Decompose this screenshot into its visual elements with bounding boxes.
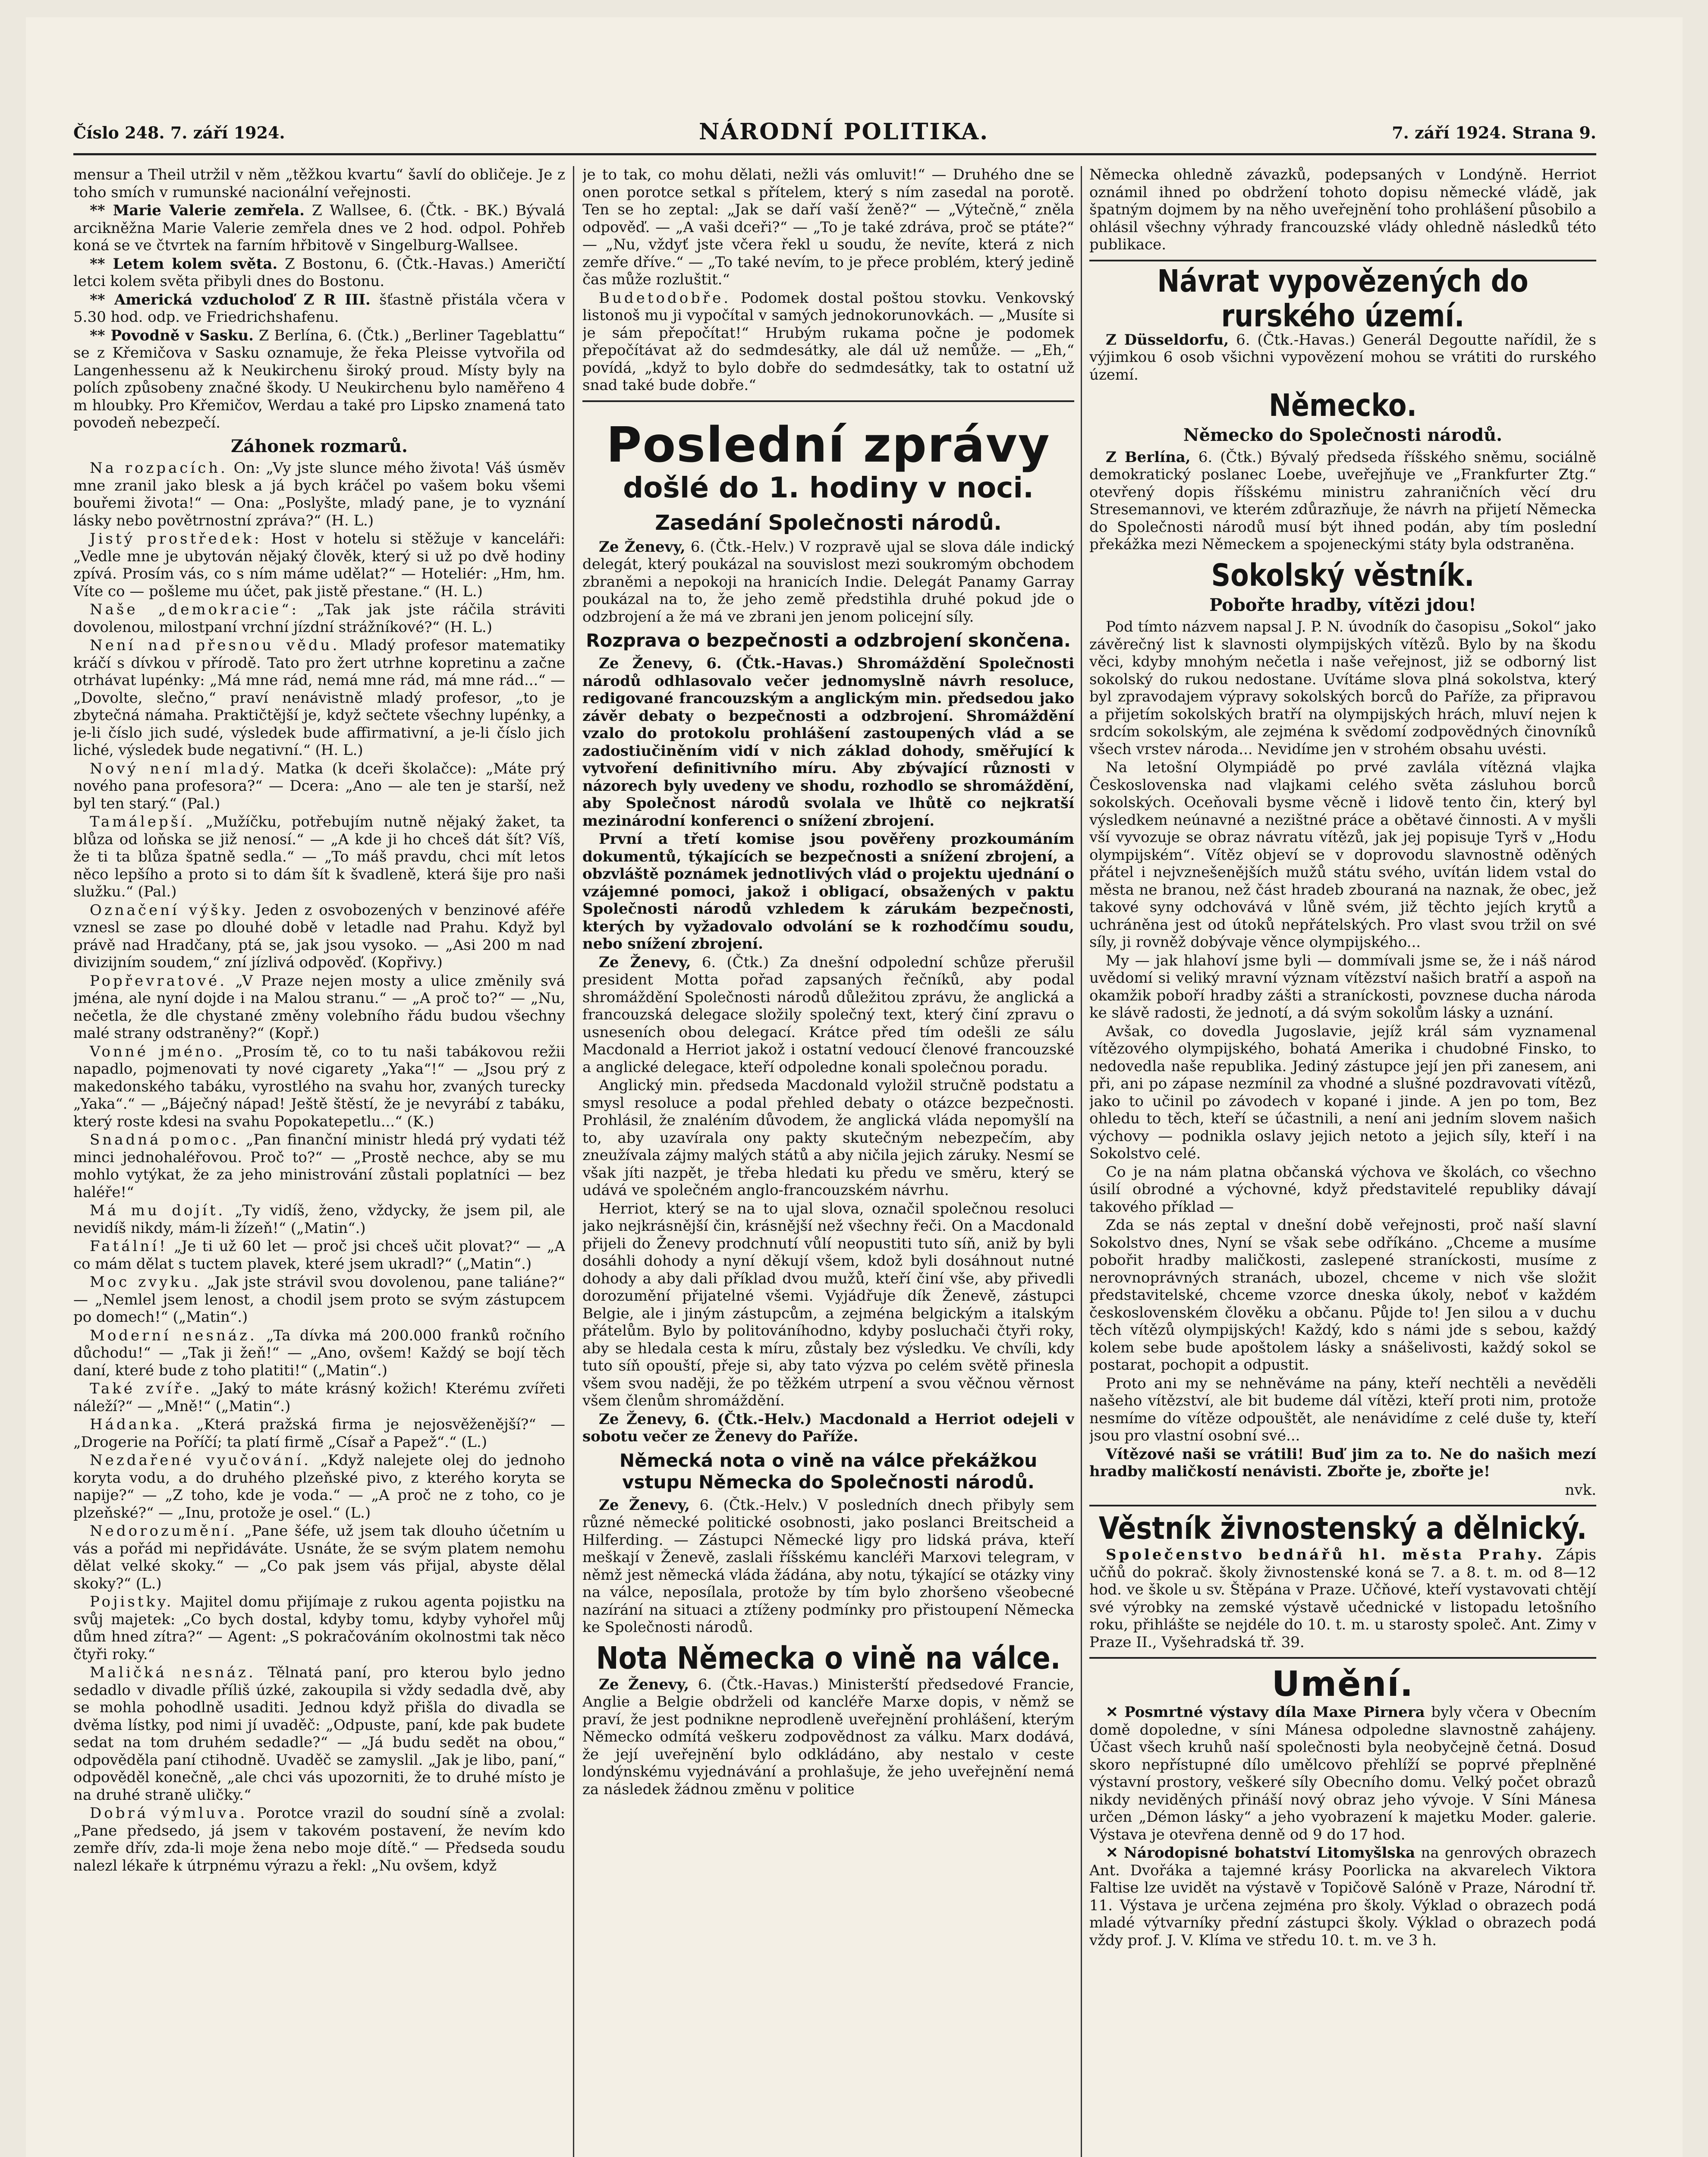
section-heading: Německo. xyxy=(1268,387,1417,424)
article-paragraph: Proto ani my se nehněváme na pány, kteří nechtěli a nevěděli našeho vítězství, ale bit budeme dál vítězi, kteří proti nim, protože nesmíme do vítěze odpouštět, ale nenávidíme z celé duše ty, kteří jsou pro vlastní osobní své... xyxy=(1089,1374,1596,1444)
article-paragraph: Vítězové naši se vrátili! Buď jim za to. Ne do našich mezí hradby maličkostí nenávisti. Zbořte je, zbořte je! xyxy=(1089,1445,1596,1480)
news-item: Ze Ženevy, 6. (Čtk.-Helv.) V posledních dnech přibyly sem různé německé politické osobnosti, jako poslanci Breitscheid a Hilferding. — Zástupci Německé ligy pro lidská práva, kteří meškají v Ženevě, zaslali říšskému kancléři Marxovi telegram, v němž jest německá vláda žádána, aby notu, týkající se otázky viny na válce, neposílala, protože by tím bylo zhoršeno všeobecné nazírání na situaci a ztíženy podmínky pro přistoupení Německa ke Společnosti národů. xyxy=(582,1496,1074,1636)
news-item: Ze Ženevy, 6. (Čtk.-Havas.) Shromáždění Společnosti národů odhlasovalo večer jednomyslně návrh resoluce, redigované francouzským a anglickým min. předsedou jako závěr debaty o bezpečnosti a odzbrojení. Shromáždění vzalo do protokolu prohlášení zastoupených vlád a se zadostiučiněním vidí v nich základ dohody, směřující k vytvoření definitivního míru. Aby zbývající různosti v názorech byly uvedeny ve shodu, rozhodlo se shromáždění, aby Společnost národů svolala ve lhůtě co nejkratší mezinárodní konferenci o snížení zbrojení. xyxy=(582,655,1074,830)
section-heading: Umění. xyxy=(1271,1664,1414,1704)
section-divider xyxy=(1089,1657,1596,1659)
article-headline: Návrat vypovězených do rurského území. xyxy=(1157,262,1529,334)
news-item: ** Marie Valerie zemřela. Z Wallsee, 6. (Čtk. - BK.) Bývalá arcikněžna Marie Valerie zemřela dnes ve 2 hod. odpol. Pohřeb koná se ve čtvrtek na farním hřbitově v Singelburg-Wallsee. xyxy=(73,202,565,254)
article-paragraph: Pod tímto názvem napsal J. P. N. úvodník do časopisu „Sokol“ jako závěrečný list k slavnosti olympijských vítězů. Bylo by na škodu věci, kdyby mnohým nečetla i naše veřejnost, již se odborný list sokolský do rukou nedostane. Uvítáme slova plná sokolstva, který byl zpravodajem výpravy sokolských borců do Paříže, za připravou a přijetím sokolských bratří na olympijských hrách, mluví nejen k srdcím sokolským, ale zejména k svědomí zodpovědných činovníků všech vrstev národa... Nevidíme jen v strohém obsahu uvésti. xyxy=(1089,618,1596,758)
joke-item: Není nad přesnou vědu. Mladý profesor matematiky kráčí s dívkou v přírodě. Tato pro žert utrhne kopretinu a začne otrhávat lupénky: „Má mne rád, nemá mne rád, má mne rád...“ — „Dovolte, slečno,“ praví nenávistně mladý profesor, „to je zbytečná námaha. Praktičtější je, když sečtete všechny lupénky, a je-li číslo jich sudé, výsledek bude affirmativní, a je-li číslo jich liché, výsledek bude negativní.“ (H. L.) xyxy=(73,637,565,759)
joke-item: Má mu dojít. „Ty vidíš, ženo, vždycky, že jsem pil, ale nevidíš nikdy, mám-li žízeň!“ („Matin“.) xyxy=(73,1202,565,1237)
article-headline: Rozprava o bezpečnosti a odzbrojení skončena. xyxy=(586,630,1071,651)
joke-item: Naše „demokracie“: „Tak jak jste ráčila stráviti dovolenou, milostpaní vrchní jízdní strážníkové?“ (H. L.) xyxy=(73,601,565,636)
news-item: Z Düsseldorfu, 6. (Čtk.-Havas.) Generál Degoutte nařídil, že s výjimkou 6 osob všichni vypovězení mohou se vrátiti do rurského území. xyxy=(1089,331,1596,384)
joke-item: Dobrá výmluva. Porotce vrazil do soudní síně a zvolal: „Pane předsedo, já jsem v takovém postavení, že nevím kdo zemře dřív, zda-li moje žena nebo moje dítě.“ — Předseda soudu nalezl lékaře k útrpnému výrazu a řekl: „Nu ovšem, když xyxy=(73,1805,565,1874)
article-continued: Německa ohledně závazků, podepsaných v Londýně. Herriot oznámil ihned po obdržení tohoto dopisu německé vládě, jak špatným dojmem by na něho uveřejnění toho prohlášení působilo a ohlásil všechny výhrady francouzské vlády ohledně následků této publikace. xyxy=(1089,166,1596,253)
joke-item: Nedorozumění. „Pane šéfe, už jsem tak dlouho účetním u vás a pořád mi nepřidáváte. Usnáte, že se svým platem nemohu dělat velké skoky.“ — „Co pak jsem vás přijal, abyste dělal skoky?“ (L.) xyxy=(73,1522,565,1592)
latest-news-subheadline: došlé do 1. hodiny v noci. xyxy=(623,471,1034,504)
news-item: ** Letem kolem světa. Z Bostonu, 6. (Čtk.-Havas.) Američtí letci kolem světa přibyli dnes do Bostonu. xyxy=(73,255,565,290)
joke-item: Budetodobře. Podomek dostal poštou stovku. Venkovský listonoš mu ji vypočítal v samých jednokorunovkách. — „Musíte si je sám přepočítat!“ Hrubým rukama počne je podomek přepočítávat až do sedmdesátky, ale dál už nemůže. — „Eh,“ povídá, „když to bylo dobře do sedmdesátky, tak to ostatní už snad také bude dobře.“ xyxy=(582,289,1074,394)
article-paragraph: Na letošní Olympiádě po prvé zavlála vítězná vlajka Československa nad vlajkami celého světa zásluhou borců sokolských. Oceňovali bysme věcně i lidově tento čin, který byl výsledkem neúnavné a nezištné práce a obětavé činnosti. A v myšli vší vyvozuje se obraz návratu vítězů, jak jej popisuje Tyrš v „Hodu olympijském“. Vítěz objeví se v doprovodu slavnostně oděných přátel i nejvznešenějších mužů státu svého, uvítán lidem vstal do města ne branou, než část hradeb zbouraná na naznak, že obec, jež takové syny odchovává v lůně svém, již těchto jejích krytů a uchráněna jest od útoků nepřátelských. Pro vlast svou tržil on své síly, ji rovněž dobývaje věnce olympijského... xyxy=(1089,759,1596,951)
latest-news-headline: Poslední zprávy xyxy=(606,417,1051,473)
news-item: Anglický min. předseda Macdonald vyložil stručně podstatu a smysl resoluce a podal přehled debaty o otázce bezpečnosti. Prohlásil, že znaléním důvodem, že anglická vláda nepomyšlí na to, aby uzavírala ony pakty skutečným nebezpečím, aby zneužívala zájmy malých států a aby ničila jejich záruky. Nesmí se však jíti nazpět, je třeba hledati ku předu ve směru, který se udává ve společném anglo-francouzském návrhu. xyxy=(582,1077,1074,1199)
section-divider xyxy=(582,400,1074,402)
article-headline: Nota Německa o vině na válce. xyxy=(596,1639,1061,1676)
news-item: Ze Ženevy, 6. (Čtk.-Helv.) V rozpravě ujal se slova dále indický delegát, který poukázal na souvislost mezi soukromým obchodem zbraněmi a nepokoji na hranicích Indie. Delegát Panamy Garray poukázal na to, že jeho země předstihla druhé pokud jde o odzbrojení a že má ve zbrani jen jenom policejní síly. xyxy=(582,538,1074,626)
article-paragraph: My — jak hlahoví jsme byli — dommívali jsme se, že i náš národ uvědomí si veliký mravní význam vítězství našich bratří a aspoň na okamžik poboří hradby zášti a straníckosti, povznese ducha národa ke slávě radosti, že jednotí, a dá svým sokolům lásky a uznání. xyxy=(1089,952,1596,1022)
joke-item: Pojistky. Majitel domu přijímaje z rukou agenta pojistku na svůj majetek: „Co bych dostal, kdyby tomu, kdyby vyhořel můj dům hned zítra?“ — Agent: „S pokračováním okolnostmi tak něco čtyři roky.“ xyxy=(73,1593,565,1663)
article-paragraph: Co je na nám platna občanská výchova ve školách, co všechno úsilí obrodné a výchovné, když představitelé republiky dávají takového příklad — xyxy=(1089,1163,1596,1216)
article-paragraph: Zda se nás zeptal v dnešní době veřejnosti, proč naší slavní Sokolstvo dnes, Nyní se však sebe odříkáno. „Chceme a musíme pobořit hradby maličkosti, zaslepené straníckosti, musíme z nerovnoprávných stranách, ubozel, chceme v nich vše složit představitelské, chceme vzorce dneska úkoly, neboť v každém československém člověku a občanu. Půjde to! Jen silou a v duchu těch vítězů olympijských! Každý, kdo s námi jde s sebou, každý kolem sebe bude apoštolem lásky a snášelivosti, každý sokol se postarat, pochopit a odpustit. xyxy=(1089,1217,1596,1374)
news-item: ✕ Posmrtné výstavy díla Maxe Pirnera byly včera v Obecním domě dopoledne, v síni Mánesa odpoledne slavnostně zahájeny. Účast všech kruhů naší společnosti byla neobyčejně četná. Dosud skoro nepřístupné dílo umělcovo přehlíží se poprvé přeplněné výstavní prostory, veškeré síly Obecního domu. Velký počet obrazů nikdy neviděných přináší nový obraz jeho vývoje. V Síni Mánesa určen „Démon lásky“ a jeho vyobrazení k majetku Moder. galerie. Výstava je otevřena denně od 9 do 17 hod. xyxy=(1089,1704,1596,1843)
article-headline: Německá nota o vině na válce překážkou vstupu Německa do Společnosti národů. xyxy=(619,1450,1038,1493)
cross-mark-icon: ✕ xyxy=(1106,1844,1118,1861)
joke-item: Fatální! „Je ti už 60 let — proč jsi chceš učit plovat?“ — „A co mám dělat s tuctem plavek, které jsem ukradl?“ („Matin“.) xyxy=(73,1238,565,1273)
column-divider-2 xyxy=(1081,166,1082,2157)
news-item: Ze Ženevy, 6. (Čtk.-Helv.) Macdonald a Herriot odejeli v sobotu večer ze Ženevy do Paříže. xyxy=(582,1410,1074,1445)
section-divider xyxy=(1089,1505,1596,1506)
joke-item: Na rozpacích. On: „Vy jste slunce mého života! Váš úsměv mne zranil jako blesk a já bych kráčel po vašem boku všemi bouřemi života!“ — Ona: „Poslyšte, mladý pane, je to vyznání lásky nebo povětrnostní zpráva?“ (H. L.) xyxy=(73,459,565,529)
article-headline: Zasedání Společnosti národů. xyxy=(655,510,1002,535)
column-divider-1 xyxy=(573,166,574,2157)
column-1 xyxy=(73,166,565,2157)
news-item: ** Povodně v Sasku. Z Berlína, 6. (Čtk.) „Berliner Tageblattu“ se z Křemičova v Sasku oznamuje, že řeka Pleisse vytvořila od Langenhessenu až k Neukirchenu široký proud. Místy byly na polích způsobeny značné škody. U Neukirchenu bylo naměřeno 4 m hloubky. Pro Křemičov, Werdau a také pro Lipsko znamená tato povodeň nebezpečí. xyxy=(73,327,565,431)
joke-item: Moderní nesnáz. „Ta dívka má 200.000 franků ročního důchodu!“ — „Tak ji žeň!“ — „Ano, ovšem! Každý se bojí těch daní, které bude z toho platiti!“ („Matin“.) xyxy=(73,1327,565,1379)
joke-item: Maličká nesnáz. Tělnatá paní, pro kterou bylo jedno sedadlo v divadle příliš úzké, zakoupila si vždy sedadla dvě, aby se mohla pohodlně usaditi. Jednou když přišla do divadla se dvěma lístky, pod nimi jí uvaděč: „Odpuste, paní, kde pak budete sedat na tom druhém sedadle?“ — „Já budu sedět na obou,“ odpověděla paní ctihodně. Uvaděč se zamyslil. „Jak je libo, paní,“ odpověděl konečně, „ale chci vás upozorniti, že to druhé místo je na druhé straně uličky.“ xyxy=(73,1664,565,1804)
joke-item: Snadná pomoc. „Pan finanční ministr hledá prý vydati též minci jednohaléřovou. Proč to?“ — „Prostě nechce, aby se mu mohlo vytýkat, že za jeho ministrování zůstali poplatníci — bez haléře!“ xyxy=(73,1131,565,1201)
newspaper-title: NÁRODNÍ POLITIKA. xyxy=(699,119,989,145)
news-item: Ze Ženevy, 6. (Čtk.) Za dnešní odpolední schůze přerušil president Motta pořad zapsaných řečníků, aby podal shromáždění Společnosti národů důležitou zprávu, že anglická a francouzská delegace složily společný text, který činí zpravu o usneseních obou delegací. Krátce před tím odešli ze sálu Macdonald a Herriot jakož i ostatní vedoucí členové francouzské a anglické delegace, kteří odpoledne konali společnou poradu. xyxy=(582,953,1074,1076)
section-heading: Záhonek rozmarů. xyxy=(231,436,408,456)
column-2 xyxy=(582,166,1074,2157)
joke-item: Nový není mladý. Matka (k dceři školačce): „Máte prý nového pana profesora?“ — Dcera: „Ano — ale ten je starší, než byl ten starý.“ (Pal.) xyxy=(73,760,565,812)
joke-item: Vonné jméno. „Prosím tě, co to tu naši tabákovou režii napadlo, pojmenovati ty nové cigarety „Yaka“!“ — „Jsou prý z makedonského tabáku, vyrostlého na svahu hor, zvaných turecky „Yaka“.“ — „Báječný nápad! Ještě štěstí, že je nevyrábí z tabáku, který roste kdesi na svahu Popokatepetlu...“ (K.) xyxy=(73,1043,565,1130)
date-page-number: 7. září 1924. Strana 9. xyxy=(1392,123,1596,142)
joke-continued: je to tak, co mohu dělati, nežli vás omluvit!“ — Druhého dne se onen porotce setkal s přítelem, který s ním zasedal na porotě. Ten se ho zeptal: „Jak se daří vaší ženě?“ — „Výtečně,“ zněla odpověď. — „A vaši dceři?“ — „To je také zdráva, proč se ptáte?“ — „Nu, vždyť jste včera řekl u soudu, že nevíte, která z nich zemře dříve.“ — „To také nevím, to je přece problém, který jedině čas může rozluštit.“ xyxy=(582,166,1074,288)
news-item: ✕ Národopisné bohatství Litomyšlska na genrových obrazech Ant. Dvořáka a tajemné krásy Poorlicka na akvarelech Viktora Faltise lze uvidět na výstavě v Topičově Salóně v Praze, Národní tř. 11. Výstava je určena zejména pro školy. Výklad o obrazech podá mladé výtvarníky přední zástupci školy. Výklad o obrazech podá vždy prof. J. V. Klíma ve středu 10. t. m. ve 3 h. xyxy=(1089,1844,1596,1949)
issue-number-date: Číslo 248. 7. září 1924. xyxy=(73,123,285,142)
section-heading: Věstník živnostenský a dělnický. xyxy=(1098,1510,1587,1547)
column-3 xyxy=(1089,166,1596,2157)
article-continued: mensur a Theil utržil v něm „těžkou kvartu“ šavlí do obličeje. Je z toho smích v rumunské nacionální veřejnosti. xyxy=(73,166,565,201)
article-headline: Německo do Společnosti národů. xyxy=(1183,425,1503,445)
joke-item: Také zvíře. „Jaký to máte krásný kožich! Kterému zvířeti náleží?“ — „Mně!“ („Matin“.) xyxy=(73,1380,565,1415)
news-item: První a třetí komise jsou pověřeny prozkoumáním dokumentů, týkajících se bezpečnosti a snížení zbrojení, a obzvláště poznámek jednotlivých vlád o projektu ujednání o vzájemné pomoci, jakož i obligací, obsažených v paktu Společnosti národů vzhledem k zárukám bezpečnosti, kterých by vyžadovalo odvolání se k rozhodčímu soudu, nebo snížení zbrojení. xyxy=(582,830,1074,953)
joke-item: Tamálepší. „Mužíčku, potřebujím nutně nějaký žaket, ta blůza od loňska se již nenosí.“ — „A kde ji ho chceš dát šít? Víš, že ti ta blůza špatně sedla.“ — „To máš pravdu, chci mít letos něco lepšího a proto si to dám šít k švadleně, která šije pro naši služku.“ (Pal.) xyxy=(73,813,565,900)
section-heading: Sokolský věstník. xyxy=(1211,557,1475,593)
joke-item: Označení výšky. Jeden z osvobozených v benzinové aféře vznesl se zase po dlouhé době v letadle nad Prahu. Když byl právě nad Hradčany, ptá se, jak jsou vysoko. — „Asi 200 m nad divizijním soudem,“ zní jízlivá odpověď. (Kopřivy.) xyxy=(73,901,565,971)
joke-item: Hádanka. „Která pražská firma je nejosvěženější?“ — „Drogerie na Poříčí; ta platí firmě „Císař a Papež“.“ (L.) xyxy=(73,1416,565,1451)
section-divider xyxy=(1089,260,1596,261)
news-item: Z Berlína, 6. (Čtk.) Bývalý předseda říšského sněmu, sociálně demokratický poslanec Loebe, uveřejňuje ve „Frankfurter Ztg.“ otevřený dopis říšskému ministru zahraničních věcí dru Stresemannovi, ve kterém zdůrazňuje, že návrh na přijetí Německa do Společnosti národů musí být ihned podán, aby tím poslední překážka mezi Německem a spojeneckými státy byla odstraněna. xyxy=(1089,448,1596,553)
joke-item: Nezdařené vyučování. „Když nalejete olej do jednoho koryta vodu, a do druhého plzeňské pivo, z kterého koryta se napije?“ — „Z toho, kde je voda.“ — „A proč ne z toho, co je plzeňské?“ — „Inu, protože je osel.“ (L.) xyxy=(73,1452,565,1522)
author-signature: nvk. xyxy=(1565,1481,1596,1499)
news-item: Společenstvo bednářů hl. města Prahy. Zápis učňů do pokrač. školy živnostenské koná se 7. a 8. t. m. od 8—12 hod. ve škole u sv. Štěpána v Praze. Učňové, kteří vystavovati chtějí své výrobky na zemské výstavě učednické v listopadu letošního roku, přihlášte se nejdéle do 10. t. m. u starosty společ. Ant. Zimy v Praze II., Vyšehradská tř. 39. xyxy=(1089,1546,1596,1651)
cross-mark-icon: ✕ xyxy=(1106,1704,1118,1721)
joke-item: Jistý prostředek: Host v hotelu si stěžuje v kanceláři: „Vedle mne je ubytován nějaký člověk, který si už po dvě hodiny zpívá. Prosím vás, co s ním máme udělat?“ — Hoteliér: „Hm, hm. Víte co — pošleme mu účet, pak jistě přestane.“ (H. L.) xyxy=(73,530,565,600)
article-headline: Pobořte hradby, vítězi jdou! xyxy=(1209,594,1476,615)
article-paragraph: Avšak, co dovedla Jugoslavie, jejíž král sám vyznamenal vítězového olympijského, bohatá Amerika i chudobné Finsko, to nedovedla naše republika. Jediný zástupce její jen při zanesem, ani při, ani po zápase nezmínil za vhodné a slušné pozdravovati vítězů, jako to učinil po závodech v kopané i jinde. A jen po tom, Bez ohledu to těch, kteří se účastnili, a není ani jedním slovem našich výchovy — podnikla oslavy jejich netoto a jejich síly, kteří i na Sokolstvo celé. xyxy=(1089,1022,1596,1162)
joke-item: Popřevratové. „V Praze nejen mosty a ulice změnily svá jména, ale nyní dojde i na Malou stranu.“ — „A proč to?“ — „Nu, nečetla, že dle chystané změny volebního řádu budou všechny malé strany odstraněny?“ (Kopř.) xyxy=(73,972,565,1042)
newspaper-page xyxy=(26,17,1683,2157)
news-item: ** Americká vzducholoď Z R III. šťastně přistála včera v 5.30 hod. odp. ve Friedrichshafenu. xyxy=(73,291,565,326)
news-item: Ze Ženevy, 6. (Čtk.-Havas.) Ministerští předsedové Francie, Anglie a Belgie obdrželi od kancléře Marxe dopis, v němž se praví, že jest podnikne neprodleně uveřejnění prohlášení, kterým Německo odmítá veškeru zodpovědnost za válku. Marx dodává, že její uveřejnění bylo odkládáno, aby nestalo v ceste londýnskému vyjednávání a prohlašuje, že jeho uveřejnění nemá za následek žádnou změnu v politice xyxy=(582,1676,1074,1798)
page-header xyxy=(73,110,1596,155)
news-item: Herriot, který se na to ujal slova, označil společnou resoluci jako nejkrásnější čin, krásnější než všechny řeči. On a Macdonald přijeli do Ženevy prodchnutí vůlí neopustiti tuto síň, aniž by byli dosáhli dohody a nyní děkují všem, kdož byli dosáhnout nutné dohody a aby dali příklad dvou mužů, kteří činí vše, aby přivedli dorozumění přijatelné všemi. Vyjádřuje dík Ženevě, zástupci Belgie, ale i jiným zástupcům, a zejména belgickým a italským přátelům. Bylo by politováníhodno, kdyby posluchači čtyři roky, aby se hledala cesta k míru, zůstaly bez výsledku. Ve chvíli, kdy tuto síň opouští, přeje si, aby tato výzva po celém světě přinesla všem svou naději, že po těžkém utrpení a svou věčnou věrnost všem členům shromáždění. xyxy=(582,1200,1074,1409)
joke-item: Moc zvyku. „Jak jste strávil svou dovolenou, pane taliáne?“ — „Nemlel jsem lenost, a chodil jsem proto se svým zástupcem po domech!“ („Matin“.) xyxy=(73,1273,565,1326)
